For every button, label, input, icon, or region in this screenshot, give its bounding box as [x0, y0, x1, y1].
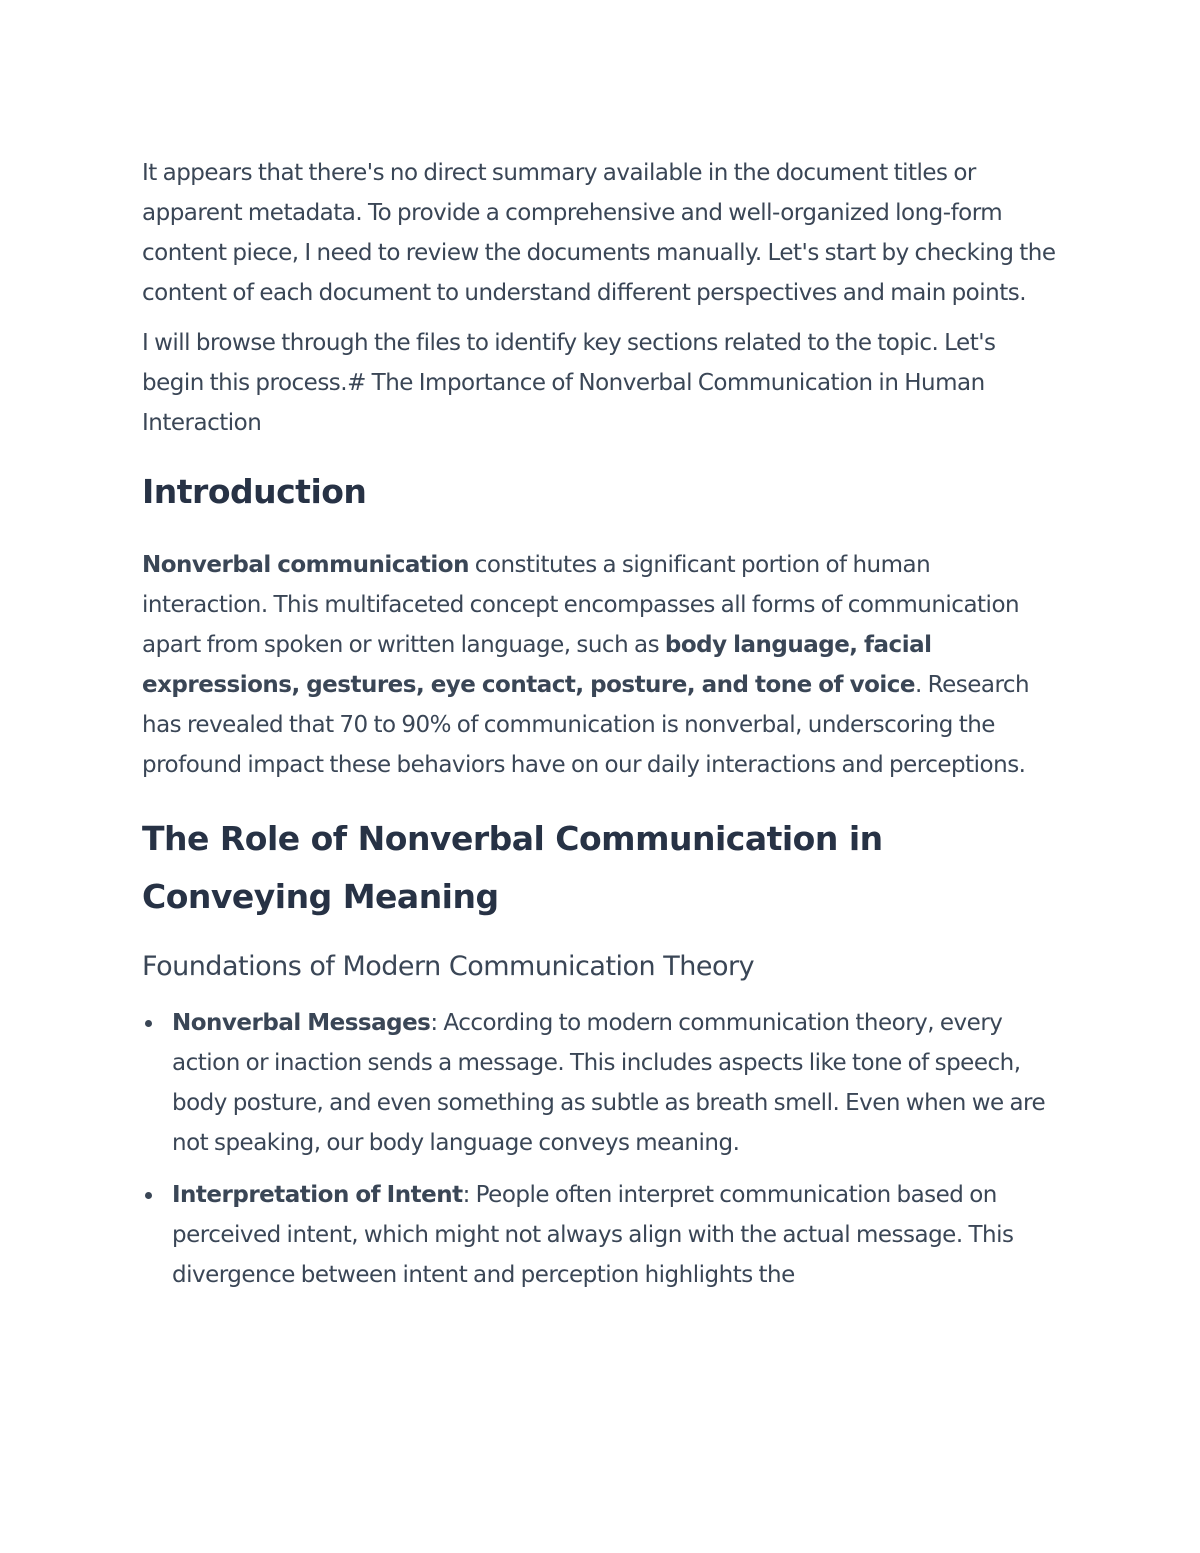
introduction-bold-list: body language, facial expressions, gestures, eye contact, posture, and tone of voice: [142, 632, 932, 698]
introduction-lead-bold: Nonverbal communication: [142, 552, 469, 578]
role-section-subheading: Foundations of Modern Communication Theory: [142, 951, 755, 982]
introduction-text-1: constitutes a significant portion of human interaction. This multifaceted concept encompasses all forms of communication apart from spoken or written language, such as: [142, 552, 1020, 658]
intro-paragraph-1: It appears that there's no direct summary available in the document titles or apparent metadata. To provide a comprehensive and well-organized long-form content piece, I need to review the documents manually. Let's start by checking the content of each document to understand different perspectives and main points.: [142, 160, 1056, 306]
introduction-heading: Introduction: [142, 472, 367, 511]
list-item: [142, 1003, 1060, 1163]
introduction-paragraph: [142, 545, 1060, 785]
bullet-icon: [145, 1020, 152, 1027]
list-item-paragraph: [172, 1175, 1060, 1295]
list-item-paragraph: [172, 1003, 1060, 1163]
role-section-heading: The Role of Nonverbal Communication in Conveying Meaning: [142, 819, 883, 916]
list-item-label: Interpretation of Intent: [172, 1182, 463, 1208]
bullet-icon: [145, 1192, 152, 1199]
role-section-list: [142, 1003, 1060, 1295]
list-item: [142, 1175, 1060, 1295]
intro-paragraph-2: I will browse through the files to identify key sections related to the topic. Let's begin this process.# The Importance of Nonverbal Communication in Human Interaction: [142, 330, 996, 436]
list-item-text: : According to modern communication theory, every action or inaction sends a message. This includes aspects like tone of speech, body posture, and even something as subtle as breath smell. Even when we are not speaking, our body language conveys meaning.: [172, 1010, 1046, 1156]
introduction-text-2: . Research has revealed that 70 to 90% of communication is nonverbal, underscoring the profound impact these behaviors have on our daily interactions and perceptions.: [142, 672, 1030, 778]
list-item-text: : People often interpret communication based on perceived intent, which might not always align with the actual message. This divergence between intent and perception highlights the: [172, 1182, 1014, 1288]
list-item-label: Nonverbal Messages: [172, 1010, 431, 1036]
